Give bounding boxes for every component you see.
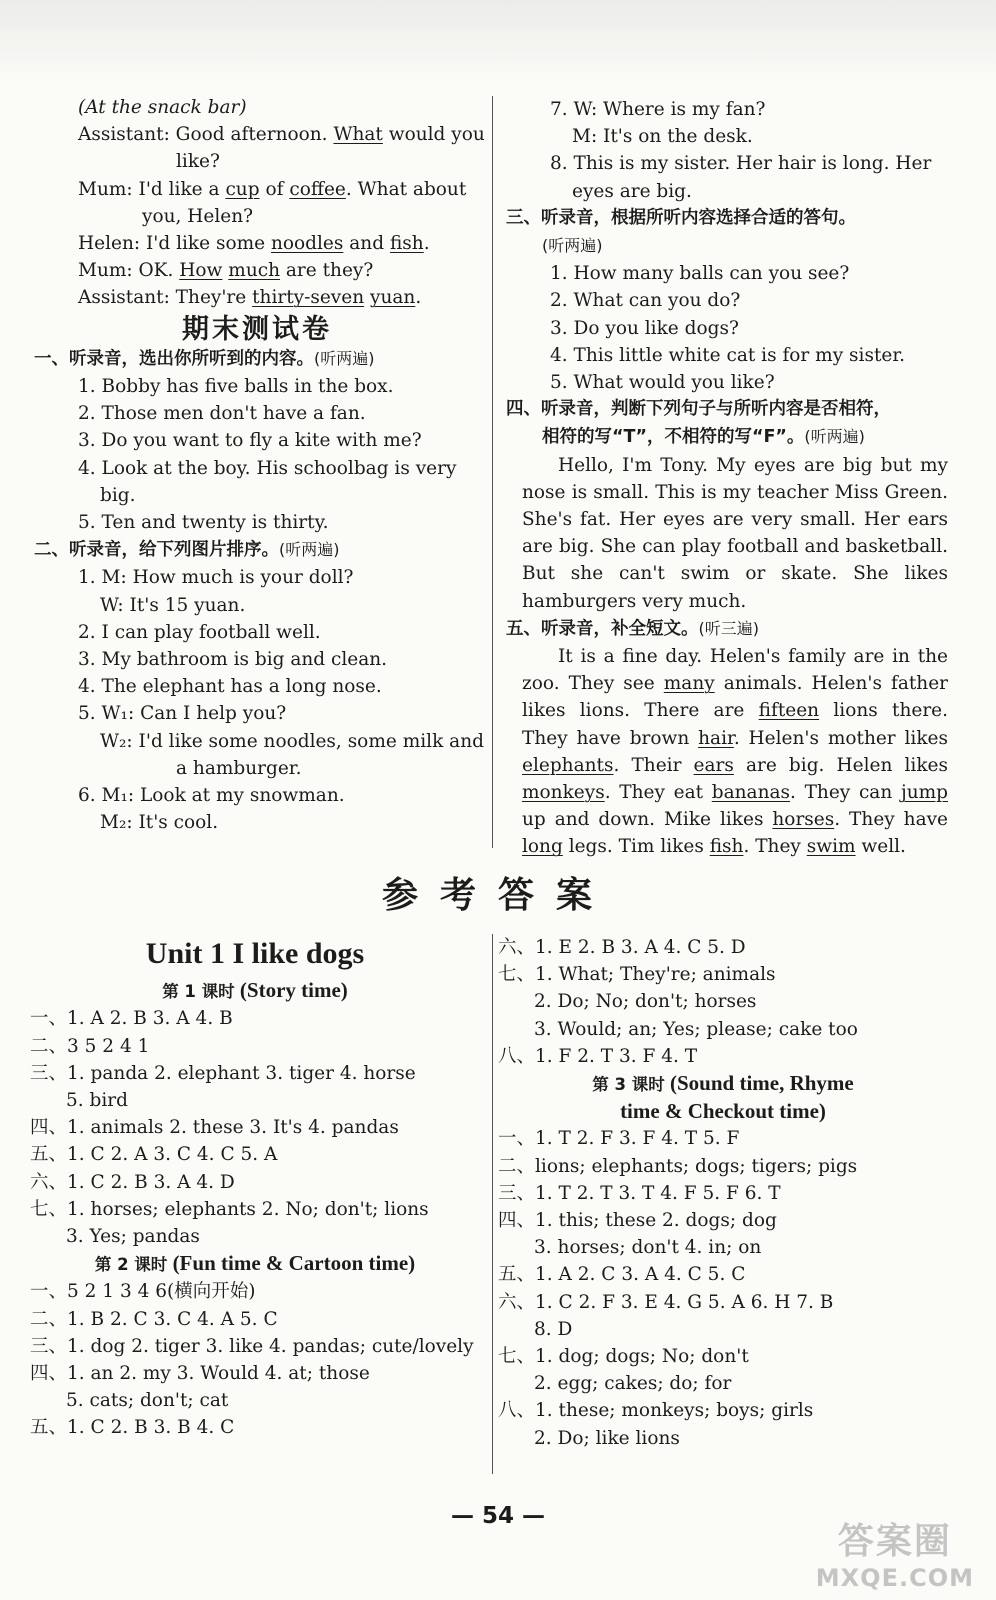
section-heading-cont: 相符的写“T”，不相符的写“F”。(听两遍) <box>542 427 865 448</box>
dialog-line-cont: you, Helen? <box>142 205 254 227</box>
lesson-heading: 第 3 课时 (Sound time, Rhyme <box>592 1071 854 1096</box>
answer-line-cont: 2. Do; like lions <box>534 1427 680 1449</box>
answer-line-cont: 3. Yes; pandas <box>66 1226 200 1248</box>
answer-line: 一、1. A 2. B 3. A 4. B <box>30 1008 233 1030</box>
answers-title: 参考答案 <box>381 875 614 916</box>
answer-line-cont: 3. Would; an; Yes; please; cake too <box>534 1018 858 1040</box>
list-item: 1. How many balls can you see? <box>550 263 850 285</box>
answer-line-cont: 8. D <box>534 1318 573 1340</box>
answers-right-column <box>498 934 948 1452</box>
list-item: 8. This is my sister. Her hair is long. Her <box>550 153 932 175</box>
dialog-line: Assistant: Good afternoon. What would you <box>78 124 485 146</box>
list-item: 2. Those men don't have a fan. <box>78 403 366 425</box>
dialog-line: Helen: I'd like some noodles and fish. <box>78 233 430 255</box>
watermark-url: MXQE.COM <box>815 1564 974 1592</box>
list-item-cont: big. <box>100 484 136 506</box>
answer-line: 三、1. panda 2. elephant 3. tiger 4. horse <box>30 1062 416 1084</box>
column-divider <box>492 934 493 1474</box>
answer-line: 三、1. dog 2. tiger 3. like 4. pandas; cute/lovely <box>30 1335 474 1357</box>
answer-line: 三、1. T 2. T 3. T 4. F 5. F 6. T <box>498 1182 781 1204</box>
list-item-cont: a hamburger. <box>176 757 302 779</box>
exam-title: 期末测试卷 <box>182 313 332 345</box>
answer-line-cont: 5. bird <box>66 1090 128 1112</box>
answer-line-cont: 2. Do; No; don't; horses <box>534 991 757 1013</box>
top-left-column <box>34 94 485 836</box>
list-item: 3. My bathroom is big and clean. <box>78 649 388 671</box>
answer-line: 四、1. an 2. my 3. Would 4. at; those <box>30 1363 370 1385</box>
lesson-heading: 第 1 课时 (Story time) <box>162 978 348 1003</box>
list-item: 4. This little white cat is for my sister. <box>550 344 906 366</box>
column-divider <box>492 96 493 848</box>
list-item: 1. M: How much is your doll? <box>78 567 354 589</box>
list-item: 6. M₁: Look at my snowman. <box>78 785 345 807</box>
list-item-cont: M: It's on the desk. <box>572 126 753 148</box>
scene-line: (At the snack bar) <box>78 97 247 118</box>
list-item: 3. Do you like dogs? <box>550 317 739 339</box>
list-item: 5. W₁: Can I help you? <box>78 703 287 725</box>
answer-line-cont: 2. egg; cakes; do; for <box>534 1373 732 1395</box>
list-item: 5. Ten and twenty is thirty. <box>78 512 329 534</box>
top-right-column <box>506 96 948 861</box>
lesson-heading-cont: time & Checkout time) <box>620 1099 826 1124</box>
list-item-cont: W₂: I'd like some noodles, some milk and <box>100 730 484 752</box>
answer-line: 五、1. A 2. C 3. A 4. C 5. C <box>498 1264 746 1286</box>
answer-line: 四、1. this; these 2. dogs; dog <box>498 1210 777 1232</box>
lesson-heading: 第 2 课时 (Fun time & Cartoon time) <box>94 1251 416 1276</box>
list-item: 7. W: Where is my fan? <box>550 99 766 120</box>
answer-line: 一、5 2 1 3 4 6(横向开始) <box>30 1281 256 1303</box>
answer-line: 四、1. animals 2. these 3. It's 4. pandas <box>30 1117 399 1139</box>
answers-left-column <box>30 937 480 1442</box>
answer-line: 六、1. E 2. B 3. A 4. C 5. D <box>498 937 746 958</box>
unit-title: Unit 1 I like dogs <box>145 937 365 970</box>
dialog-line: Assistant: They're thirty-seven yuan. <box>78 287 422 309</box>
cloze-paragraph: It is a fine day. Helen's family are in the zoo. They see many animals. Helen's father likes lions. There are fifteen lions there. They have brown hair. Helen's mother likes elephants. Their ears are big. Helen likes monkeys. They eat bananas. They can jump up and down. Mike likes horses. They have long legs. Tim likes fish. They swim well. <box>522 646 949 858</box>
answer-line: 六、1. C 2. F 3. E 4. G 5. A 6. H 7. B <box>498 1291 834 1313</box>
section-heading: 二、听录音，给下列图片排序。(听两遍) <box>34 540 340 561</box>
list-item: 3. Do you want to fly a kite with me? <box>78 430 422 452</box>
answer-line: 五、1. C 2. B 3. B 4. C <box>30 1417 235 1439</box>
answer-line-cont: 3. horses; don't 4. in; on <box>534 1237 762 1259</box>
list-item: 2. I can play football well. <box>78 621 321 643</box>
list-item-cont: eyes are big. <box>572 180 692 202</box>
answer-line: 六、1. C 2. B 3. A 4. D <box>30 1171 235 1193</box>
listening-paragraph: Hello, I'm Tony. My eyes are big but my nose is small. This is my teacher Miss Green. She's fat. Her eyes are very small. Her ears are big. She can play football and basketball. But she can't swim or skate. She likes hamburgers very much. <box>522 454 948 612</box>
watermark-logo: 答案圈 <box>837 1521 952 1562</box>
answer-line: 二、1. B 2. C 3. C 4. A 5. C <box>30 1308 278 1330</box>
list-item: 5. What would you like? <box>550 372 775 394</box>
watermark <box>816 1513 974 1592</box>
list-item-cont: W: It's 15 yuan. <box>100 594 246 616</box>
answer-line: 七、1. What; They're; animals <box>498 964 776 986</box>
dialog-line-cont: like? <box>176 151 220 173</box>
page-number: — 54 — <box>450 1503 546 1529</box>
section-heading: 五、听录音，补全短文。(听三遍) <box>506 618 759 639</box>
list-item: 1. Bobby has five balls in the box. <box>78 376 394 398</box>
answer-line: 一、1. T 2. F 3. F 4. T 5. F <box>498 1128 740 1150</box>
answer-line: 二、lions; elephants; dogs; tigers; pigs <box>498 1155 858 1177</box>
list-item: 4. The elephant has a long nose. <box>78 676 382 698</box>
list-item: 4. Look at the boy. His schoolbag is very <box>78 457 457 479</box>
answer-line: 七、1. dog; dogs; No; don't <box>498 1346 749 1368</box>
dialog-line: Mum: I'd like a cup of coffee. What about <box>78 178 467 200</box>
answer-line: 二、3 5 2 4 1 <box>30 1035 150 1057</box>
section-heading: 一、听录音，选出你所听到的内容。(听两遍) <box>34 348 375 369</box>
answer-line: 五、1. C 2. A 3. C 4. C 5. A <box>30 1144 278 1166</box>
answer-line-cont: 5. cats; don't; cat <box>66 1390 229 1412</box>
answer-line: 八、1. these; monkeys; boys; girls <box>498 1400 814 1422</box>
answer-line: 七、1. horses; elephants 2. No; don't; lions <box>30 1198 429 1220</box>
scan-top-band <box>0 0 996 82</box>
list-item: 2. What can you do? <box>550 290 741 312</box>
section-heading: 四、听录音，判断下列句子与所听内容是否相符， <box>506 399 891 420</box>
list-item-cont: M₂: It's cool. <box>100 812 219 834</box>
section-heading: 三、听录音，根据所听内容选择合适的答句。 <box>506 207 856 228</box>
dialog-line: Mum: OK. How much are they? <box>78 260 374 282</box>
answer-line: 八、1. F 2. T 3. F 4. T <box>498 1045 698 1067</box>
section-note: (听两遍) <box>542 236 603 256</box>
